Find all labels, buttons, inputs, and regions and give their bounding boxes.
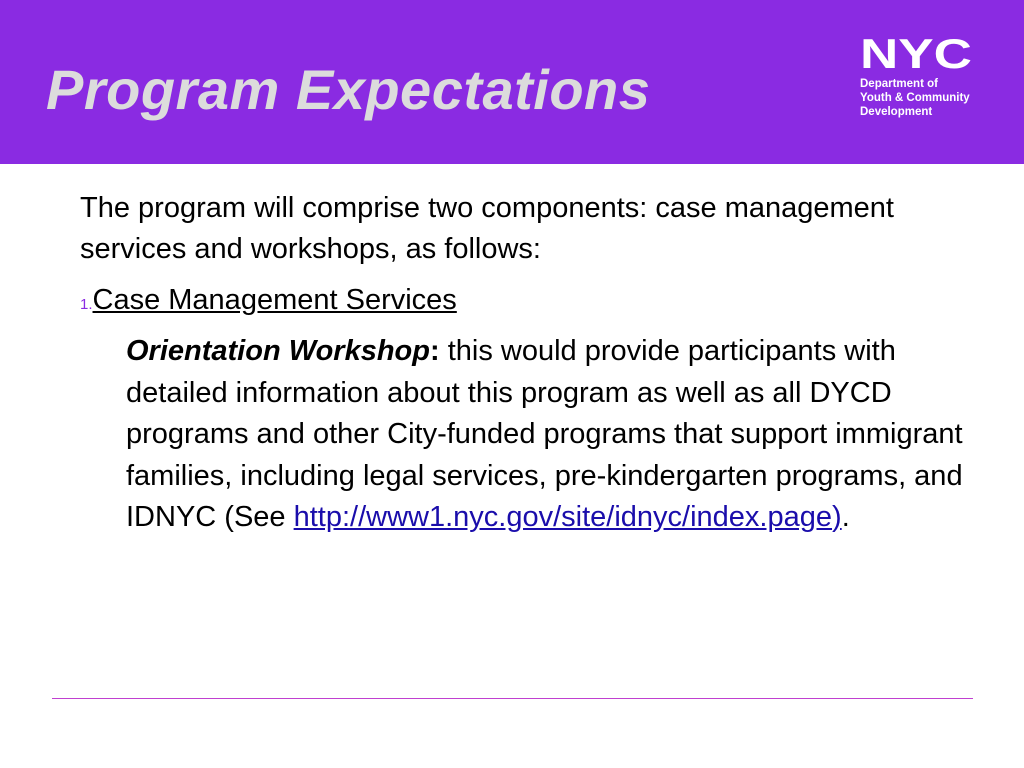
footer-divider (52, 698, 973, 699)
label-colon: : (429, 335, 440, 367)
orientation-workshop-paragraph (126, 331, 980, 539)
slide-content (80, 188, 980, 539)
link-close-paren: ) (832, 501, 842, 533)
logo-line-2: Youth & Community (860, 92, 970, 104)
logo-line-3: Development (860, 106, 933, 118)
nyc-logo-icon (860, 34, 972, 72)
paragraph-body-text: this would provide participants with detailed information about this program as well as all DYCD programs and other City-funded programs that support immigrant families, including legal services, pre-kindergarten programs, and IDNYC (See (126, 335, 963, 533)
orientation-workshop-label: Orientation Workshop (126, 335, 430, 367)
idnyc-link[interactable]: http://www1.nyc.gov/site/idnyc/index.page (293, 501, 833, 533)
section-title: Case Management Services (92, 284, 457, 316)
header-banner (0, 0, 1024, 164)
intro-paragraph: The program will comprise two components: case management services and workshops, as follows: (80, 192, 894, 265)
list-item-case-management (80, 282, 980, 323)
page-title: Program Expectations (46, 58, 651, 121)
logo-line-1: Department of (860, 78, 938, 90)
nyc-logo-mark: NYC (860, 34, 972, 72)
list-item-number: 1. (80, 296, 93, 313)
logo-department-text (860, 77, 1000, 119)
nyc-dycd-logo (860, 34, 1000, 119)
paragraph-period: . (841, 501, 850, 533)
